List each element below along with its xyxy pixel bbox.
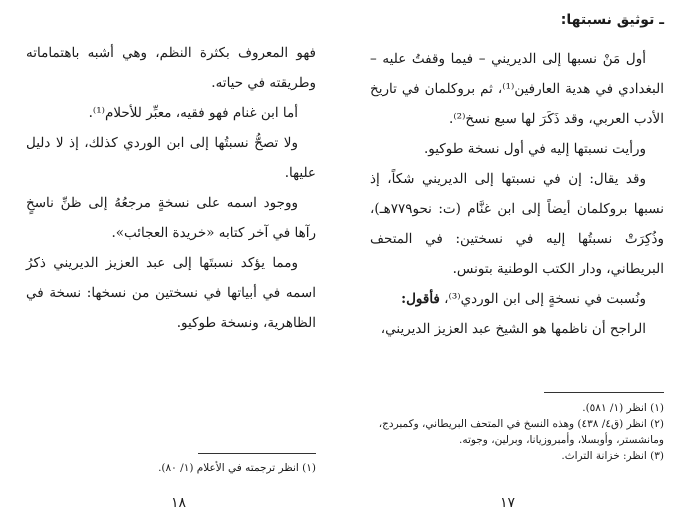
right-paragraph-4-text: ونُسبت في نسخةٍ إلى ابن الوردي⁽³⁾، xyxy=(439,291,646,307)
left-footnote-1: (١) انظر ترجمته في الأعلام (١/ ٨٠). xyxy=(158,462,316,474)
left-footnote-divider xyxy=(198,453,316,454)
right-footnote-divider xyxy=(544,392,664,393)
right-paragraph-1: أول مَنْ نسبها إلى الديريني – فيما وقفتُ عليه – البغدادي في هدية العارفين⁽¹⁾، ثم بروكلمان في تاريخ الأدب العربي، وقد ذَكَرَ لها سبع نسخ⁽²⁾. xyxy=(370,51,664,127)
right-paragraph-2: ورأيت نسبتها إليه في أول نسخة طوكيو. xyxy=(423,141,646,157)
left-paragraph-5: ومما يؤكد نسبتَها إلى عبد العزيز الديريني ذكرُ اسمه في أبياتها في نسختين من نسخها: نسخة في الظاهرية، ونسخة طوكيو. xyxy=(26,255,316,331)
right-footnote-3: (٣) انظر: خزانة التراث. xyxy=(561,450,664,462)
right-page xyxy=(370,0,664,521)
left-paragraph-1: فهو المعروف بكثرة النظم، وهي أشبه باهتماماته وطريقته في حياته. xyxy=(26,45,316,91)
right-page-number: ١٧ xyxy=(500,495,516,511)
left-paragraph-4: ووجود اسمه على نسخةٍ مرجعُهُ إلى ظنِّ ناسخٍ رآها في آخر كتابه «خريدة العجائب». xyxy=(26,195,316,241)
right-paragraph-4 xyxy=(370,284,664,314)
left-footnotes xyxy=(26,460,316,476)
left-page xyxy=(26,0,316,521)
left-page-number: ١٨ xyxy=(171,495,187,511)
right-footnote-2: (٢) انظر (ق٤/ ٤٣٨) وهذه النسخ في المتحف البريطاني، وكمبردج، ومانشستر، وأوبسلا، وأمبروزيانا، وبرلين، وجوته. xyxy=(378,418,664,446)
right-footnotes xyxy=(370,400,664,464)
section-heading: ـ توثيق نسبتها: xyxy=(560,12,664,28)
right-footnote-1: (١) انظر (١/ ٥٨١). xyxy=(582,402,664,414)
right-page-body xyxy=(370,44,664,344)
right-paragraph-3: وقد يقال: إن في نسبتها إلى الديريني شكاً، إذ نسبها بروكلمان أيضاً إلى ابن غنَّام (ت: نحو٧٧٩هـ)، وذُكِرَتْ نسبتُها إليه في نسختين: في المتحف البريطاني، ودار الكتب الوطنية بتونس. xyxy=(370,171,664,277)
right-paragraph-4-bold: فأقول: xyxy=(401,291,440,307)
left-paragraph-3: ولا تصحُّ نسبتُها إلى ابن الوردي كذلك، إذ لا دليل عليها. xyxy=(26,135,316,181)
right-paragraph-5: الراجح أن ناظمها هو الشيخ عبد العزيز الديريني، xyxy=(380,321,646,337)
left-paragraph-2: أما ابن غنام فهو فقيه، معبِّر للأحلام⁽¹⁾. xyxy=(88,105,298,121)
left-page-body xyxy=(26,38,316,338)
